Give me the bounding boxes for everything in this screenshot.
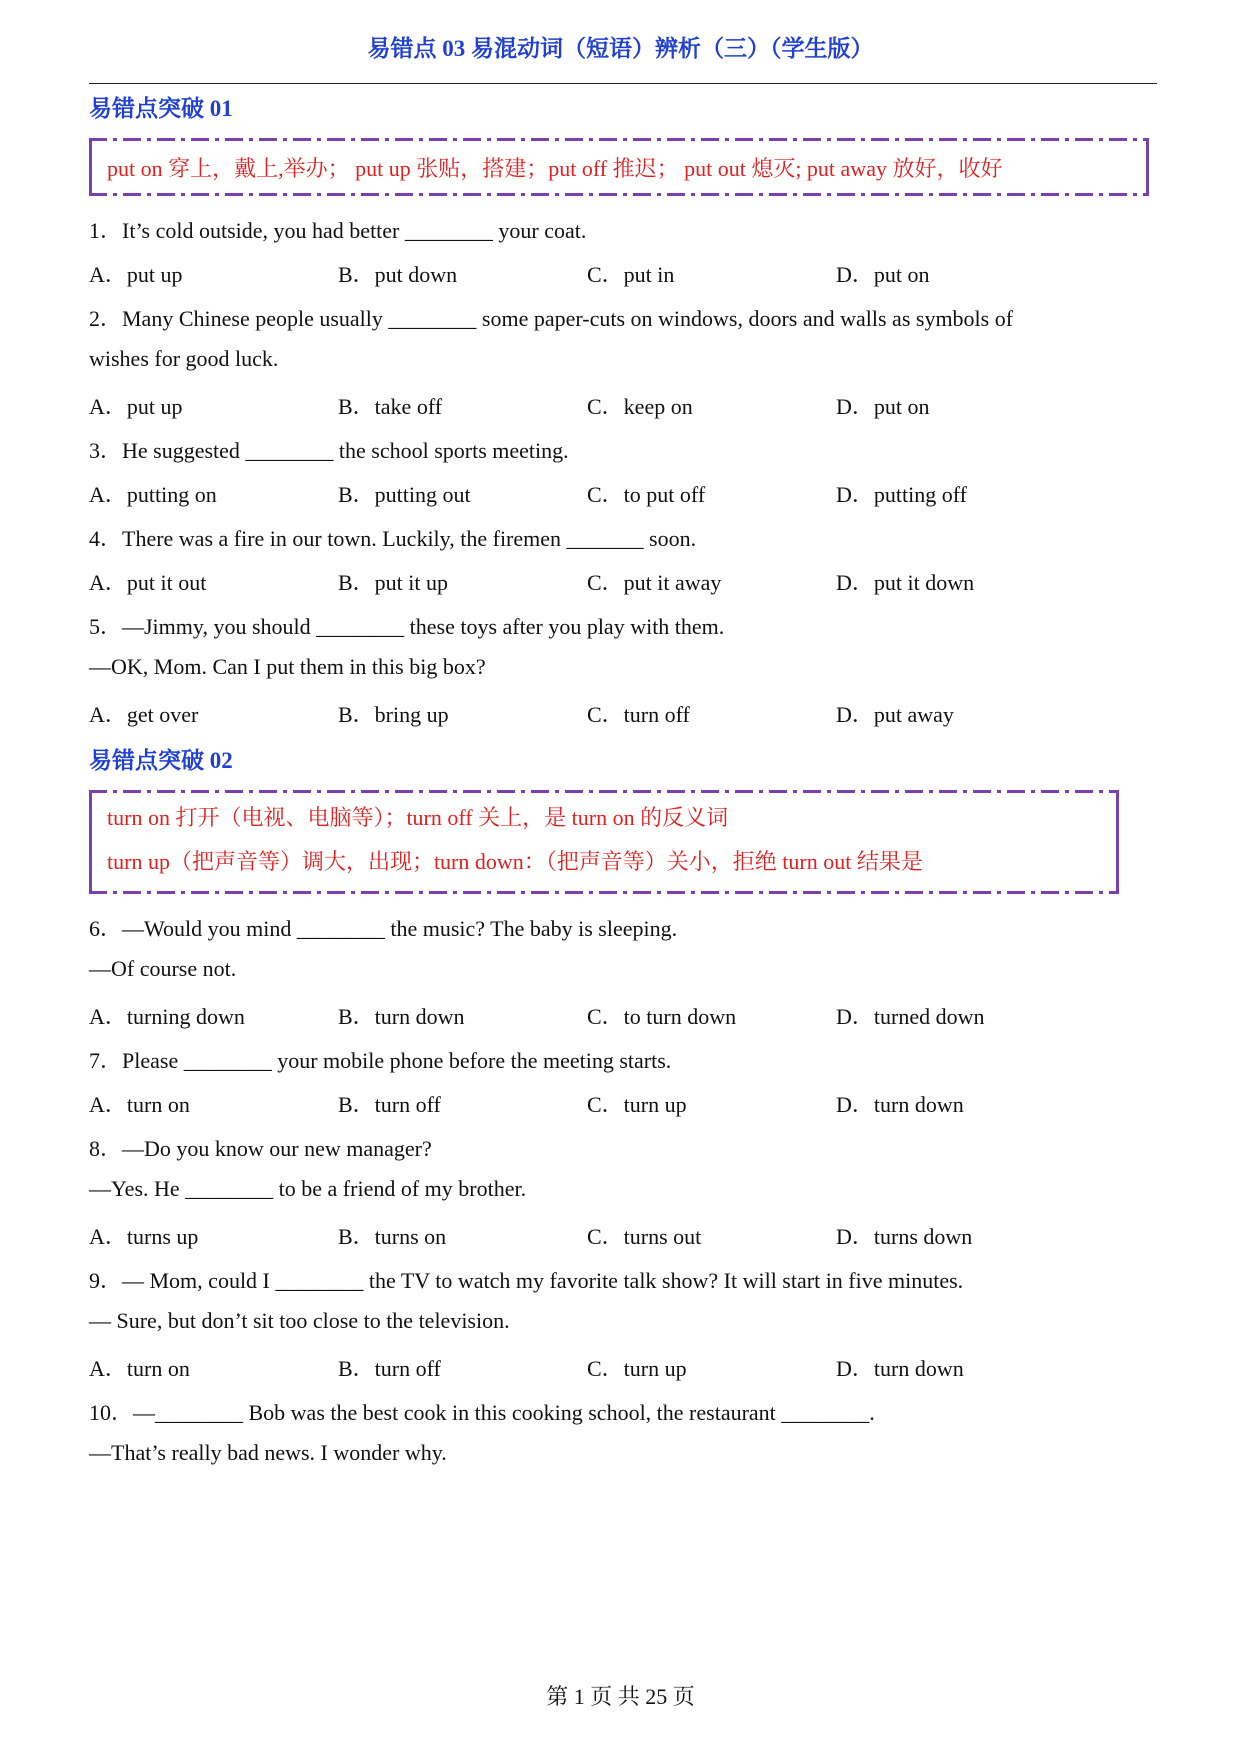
answer-option: C．turn up <box>587 1356 687 1381</box>
answer-option: C．keep on <box>587 394 693 419</box>
answer-option: B．put it up <box>338 570 449 595</box>
answer-option: D．turns down <box>836 1224 973 1249</box>
question-stem: 9．— Mom, could I ________ the TV to watch my favorite talk show? It will start in five minutes. <box>89 1268 964 1293</box>
question-line: wishes for good luck. <box>89 346 279 371</box>
answer-option: D．put it down <box>836 570 975 595</box>
section-heading: 易错点突破 02 <box>89 748 233 773</box>
answer-option: B．turn down <box>338 1004 465 1029</box>
answer-option: A．get over <box>89 702 199 727</box>
question-line: —OK, Mom. Can I put them in this big box? <box>89 654 486 679</box>
page-number: 第 1 页 共 25 页 <box>546 1684 695 1709</box>
answer-option: C．put in <box>587 262 675 287</box>
answer-option: C．turns out <box>587 1224 702 1249</box>
answer-option: D．put away <box>836 702 954 727</box>
question-stem: 4．There was a fire in our town. Luckily, the firemen _______ soon. <box>89 526 697 551</box>
answer-option: B．turn off <box>338 1092 441 1117</box>
answer-option: B．turns on <box>338 1224 447 1249</box>
answer-option: D．turn down <box>836 1356 964 1381</box>
answer-option: D．turn down <box>836 1092 964 1117</box>
header-divider <box>89 83 1157 84</box>
question-line: —That’s really bad news. I wonder why. <box>89 1440 447 1465</box>
answer-option: C．turn up <box>587 1092 687 1117</box>
phrase-definition-line: turn on 打开（电视、电脑等）；turn off 关上，是 turn on 的反义词 <box>107 805 729 830</box>
answer-option: C．put it away <box>587 570 722 595</box>
question-line: —Yes. He ________ to be a friend of my brother. <box>89 1176 527 1201</box>
answer-option: A．put up <box>89 394 183 419</box>
question-stem: 10．—________ Bob was the best cook in this cooking school, the restaurant ________. <box>89 1400 875 1425</box>
question-line: — Sure, but don’t sit too close to the television. <box>89 1308 510 1333</box>
question-stem: 2．Many Chinese people usually ________ some paper-cuts on windows, doors and walls as symbols of <box>89 306 1014 331</box>
answer-option: A．put it out <box>89 570 207 595</box>
question-stem: 3．He suggested ________ the school sports meeting. <box>89 438 569 463</box>
answer-option: D．put on <box>836 262 930 287</box>
answer-option: A．turn on <box>89 1356 190 1381</box>
answer-option: A．put up <box>89 262 183 287</box>
answer-option: C．to turn down <box>587 1004 737 1029</box>
answer-option: D．put on <box>836 394 930 419</box>
answer-option: A．turning down <box>89 1004 245 1029</box>
answer-option: B．turn off <box>338 1356 441 1381</box>
answer-option: D．putting off <box>836 482 967 507</box>
answer-option: B．put down <box>338 262 458 287</box>
page-title: 易错点 03 易混动词（短语）辨析（三）（学生版） <box>367 36 874 61</box>
answer-option: B．bring up <box>338 702 449 727</box>
question-stem: 8．—Do you know our new manager? <box>89 1136 432 1161</box>
answer-option: A．turns up <box>89 1224 199 1249</box>
answer-option: A．turn on <box>89 1092 190 1117</box>
answer-option: B．putting out <box>338 482 471 507</box>
phrase-definition-line: put on 穿上，戴上,举办； put up 张贴，搭建；put off 推迟； put out 熄灭; put away 放好，收好 <box>107 156 1003 181</box>
question-stem: 6．—Would you mind ________ the music? The baby is sleeping. <box>89 916 678 941</box>
answer-option: C．turn off <box>587 702 690 727</box>
phrase-definition-line: turn up（把声音等）调大，出现；turn down：（把声音等）关小，拒绝 turn out 结果是 <box>107 849 923 874</box>
answer-option: B．take off <box>338 394 443 419</box>
section-heading: 易错点突破 01 <box>89 96 233 121</box>
answer-option: A．putting on <box>89 482 217 507</box>
question-stem: 7．Please ________ your mobile phone before the meeting starts. <box>89 1048 672 1073</box>
answer-option: D．turned down <box>836 1004 985 1029</box>
question-stem: 5．—Jimmy, you should ________ these toys after you play with them. <box>89 614 725 639</box>
question-stem: 1．It’s cold outside, you had better ________ your coat. <box>89 218 587 243</box>
answer-option: C．to put off <box>587 482 706 507</box>
question-line: —Of course not. <box>89 956 237 981</box>
